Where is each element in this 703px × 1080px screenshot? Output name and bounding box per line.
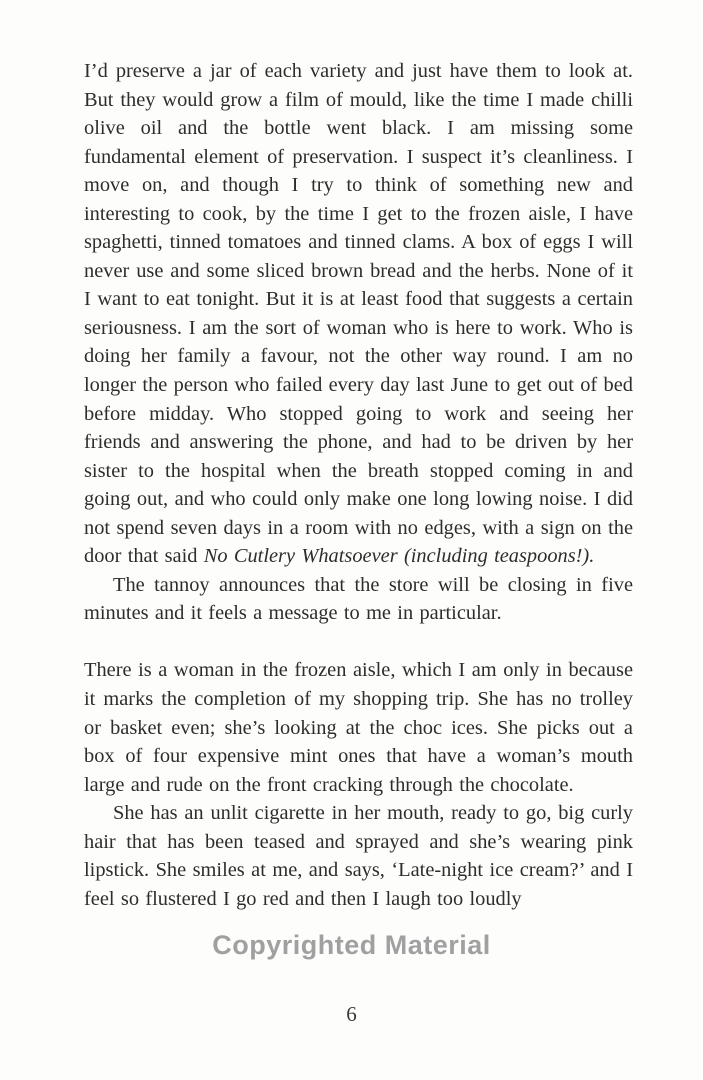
text-segment: I’d preserve a jar of each variety and just have them to look at. But they would grow a film of mould, like the time I made chilli olive oil and the bottle went black. I am missing some fundamental element of preservation. I suspect it’s cleanliness. I move on, and though I try to think of something new and interesting to cook, by the time I get to the frozen aisle, I have spaghetti, tinned tomatoes and tinned clams. A box of eggs I will never use and some sliced brown bread and the herbs. None of it I want to eat tonight. But it is at least food that suggests a certain seriousness. I am the sort of woman who is here to work. Who is doing her family a favour, not the other way round. I am no longer the person who failed every day last June to get out of bed before midday. Who stopped going to work and seeing her friends and answering the phone, and had to be driven by her sister to the hospital when the breath stopped coming in and going out, and who could only make one long lowing noise. I did not spend seven days in a room with no edges, with a sign on the door that said — [84, 60, 633, 568]
paragraph-4 — [84, 799, 633, 913]
page-text-block — [84, 57, 633, 913]
italic-text-segment: No Cutlery Whatsoever (including teaspoons!). — [203, 545, 595, 568]
paragraph-2 — [84, 571, 633, 628]
page-number: 6 — [346, 1002, 357, 1026]
copyright-watermark: Copyrighted Material — [212, 930, 491, 960]
text-segment: The tannoy announces that the store will be closing in five minutes and it feels a message to me in particular. — [84, 573, 633, 625]
paragraph-3 — [84, 656, 633, 799]
text-segment: There is a woman in the frozen aisle, which I am only in because it marks the completion of my shopping trip. She has no trolley or basket even; she’s looking at the choc ices. She picks out a box of four expensive mint ones that have a woman’s mouth large and rude on the front cracking through the chocolate. — [84, 659, 633, 796]
text-segment: She has an unlit cigarette in her mouth, ready to go, big curly hair that has been teased and sprayed and she’s wearing pink lipstick. She smiles at me, and says, ‘Late-night ice cream?’ and I feel so flustered I go red and then I laugh too loudly — [84, 802, 633, 910]
paragraph-1 — [84, 57, 633, 571]
